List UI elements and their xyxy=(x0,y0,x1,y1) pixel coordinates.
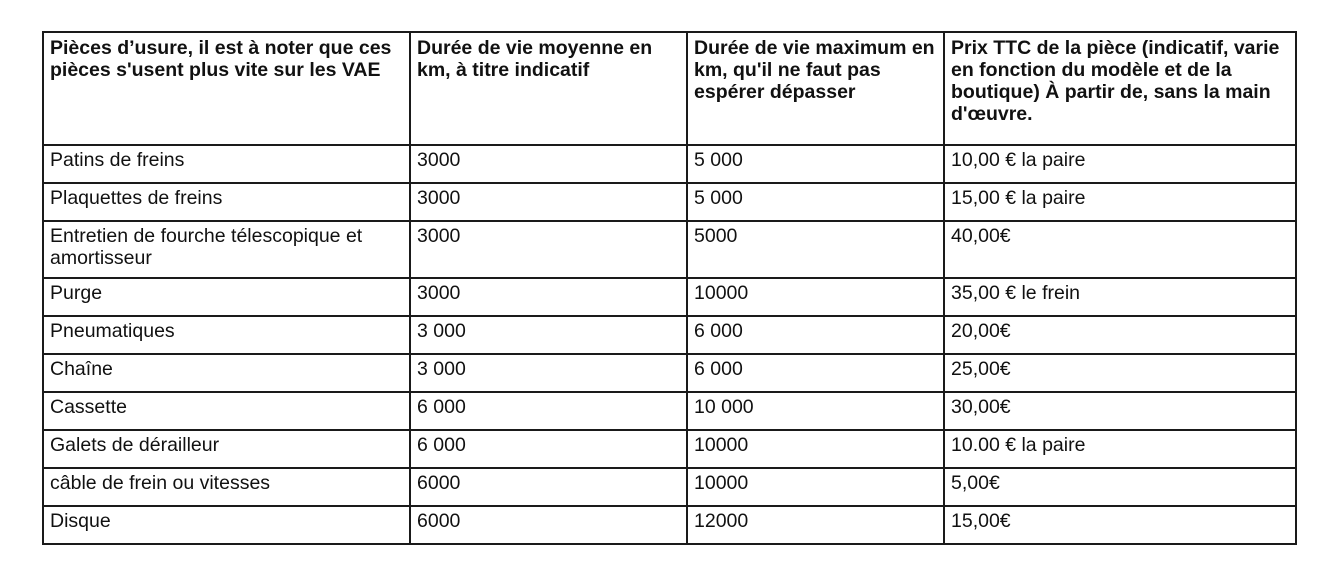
table-row xyxy=(43,430,1296,468)
cell-average-life: 3 000 xyxy=(410,316,687,354)
cell-part: Cassette xyxy=(43,392,410,430)
cell-max-life: 10 000 xyxy=(687,392,944,430)
cell-average-life: 3000 xyxy=(410,221,687,278)
cell-part: Pneumatiques xyxy=(43,316,410,354)
cell-max-life: 5000 xyxy=(687,221,944,278)
cell-price: 30,00€ xyxy=(944,392,1296,430)
table-header-row xyxy=(43,32,1296,145)
cell-average-life: 6 000 xyxy=(410,392,687,430)
cell-part: câble de frein ou vitesses xyxy=(43,468,410,506)
table-row xyxy=(43,221,1296,278)
header-average-life: Durée de vie moyenne en km, à titre indicatif xyxy=(410,32,687,145)
cell-part: Galets de dérailleur xyxy=(43,430,410,468)
cell-part: Disque xyxy=(43,506,410,544)
cell-price: 5,00€ xyxy=(944,468,1296,506)
table-row xyxy=(43,506,1296,544)
cell-price: 10.00 € la paire xyxy=(944,430,1296,468)
cell-price: 15,00 € la paire xyxy=(944,183,1296,221)
cell-max-life: 5 000 xyxy=(687,183,944,221)
cell-average-life: 6 000 xyxy=(410,430,687,468)
cell-max-life: 10000 xyxy=(687,468,944,506)
cell-max-life: 12000 xyxy=(687,506,944,544)
cell-part: Plaquettes de freins xyxy=(43,183,410,221)
header-part: Pièces d’usure, il est à noter que ces pièces s'usent plus vite sur les VAE xyxy=(43,32,410,145)
cell-max-life: 10000 xyxy=(687,278,944,316)
header-max-life: Durée de vie maximum en km, qu'il ne faut pas espérer dépasser xyxy=(687,32,944,145)
cell-price: 25,00€ xyxy=(944,354,1296,392)
cell-average-life: 3 000 xyxy=(410,354,687,392)
cell-max-life: 5 000 xyxy=(687,145,944,183)
cell-price: 40,00€ xyxy=(944,221,1296,278)
cell-price: 10,00 € la paire xyxy=(944,145,1296,183)
table-row xyxy=(43,183,1296,221)
cell-average-life: 6000 xyxy=(410,468,687,506)
cell-average-life: 3000 xyxy=(410,183,687,221)
cell-part: Purge xyxy=(43,278,410,316)
cell-price: 35,00 € le frein xyxy=(944,278,1296,316)
table-row xyxy=(43,145,1296,183)
header-price: Prix TTC de la pièce (indicatif, varie en fonction du modèle et de la boutique) À partir de, sans la main d'œuvre. xyxy=(944,32,1296,145)
table-row xyxy=(43,354,1296,392)
table-row xyxy=(43,468,1296,506)
cell-max-life: 10000 xyxy=(687,430,944,468)
wear-parts-table xyxy=(42,31,1297,545)
table-row xyxy=(43,278,1296,316)
cell-average-life: 3000 xyxy=(410,278,687,316)
cell-average-life: 6000 xyxy=(410,506,687,544)
cell-price: 15,00€ xyxy=(944,506,1296,544)
cell-average-life: 3000 xyxy=(410,145,687,183)
table-row xyxy=(43,316,1296,354)
cell-max-life: 6 000 xyxy=(687,354,944,392)
cell-part: Entretien de fourche télescopique et amortisseur xyxy=(43,221,410,278)
table-row xyxy=(43,392,1296,430)
cell-part: Chaîne xyxy=(43,354,410,392)
cell-max-life: 6 000 xyxy=(687,316,944,354)
cell-price: 20,00€ xyxy=(944,316,1296,354)
cell-part: Patins de freins xyxy=(43,145,410,183)
